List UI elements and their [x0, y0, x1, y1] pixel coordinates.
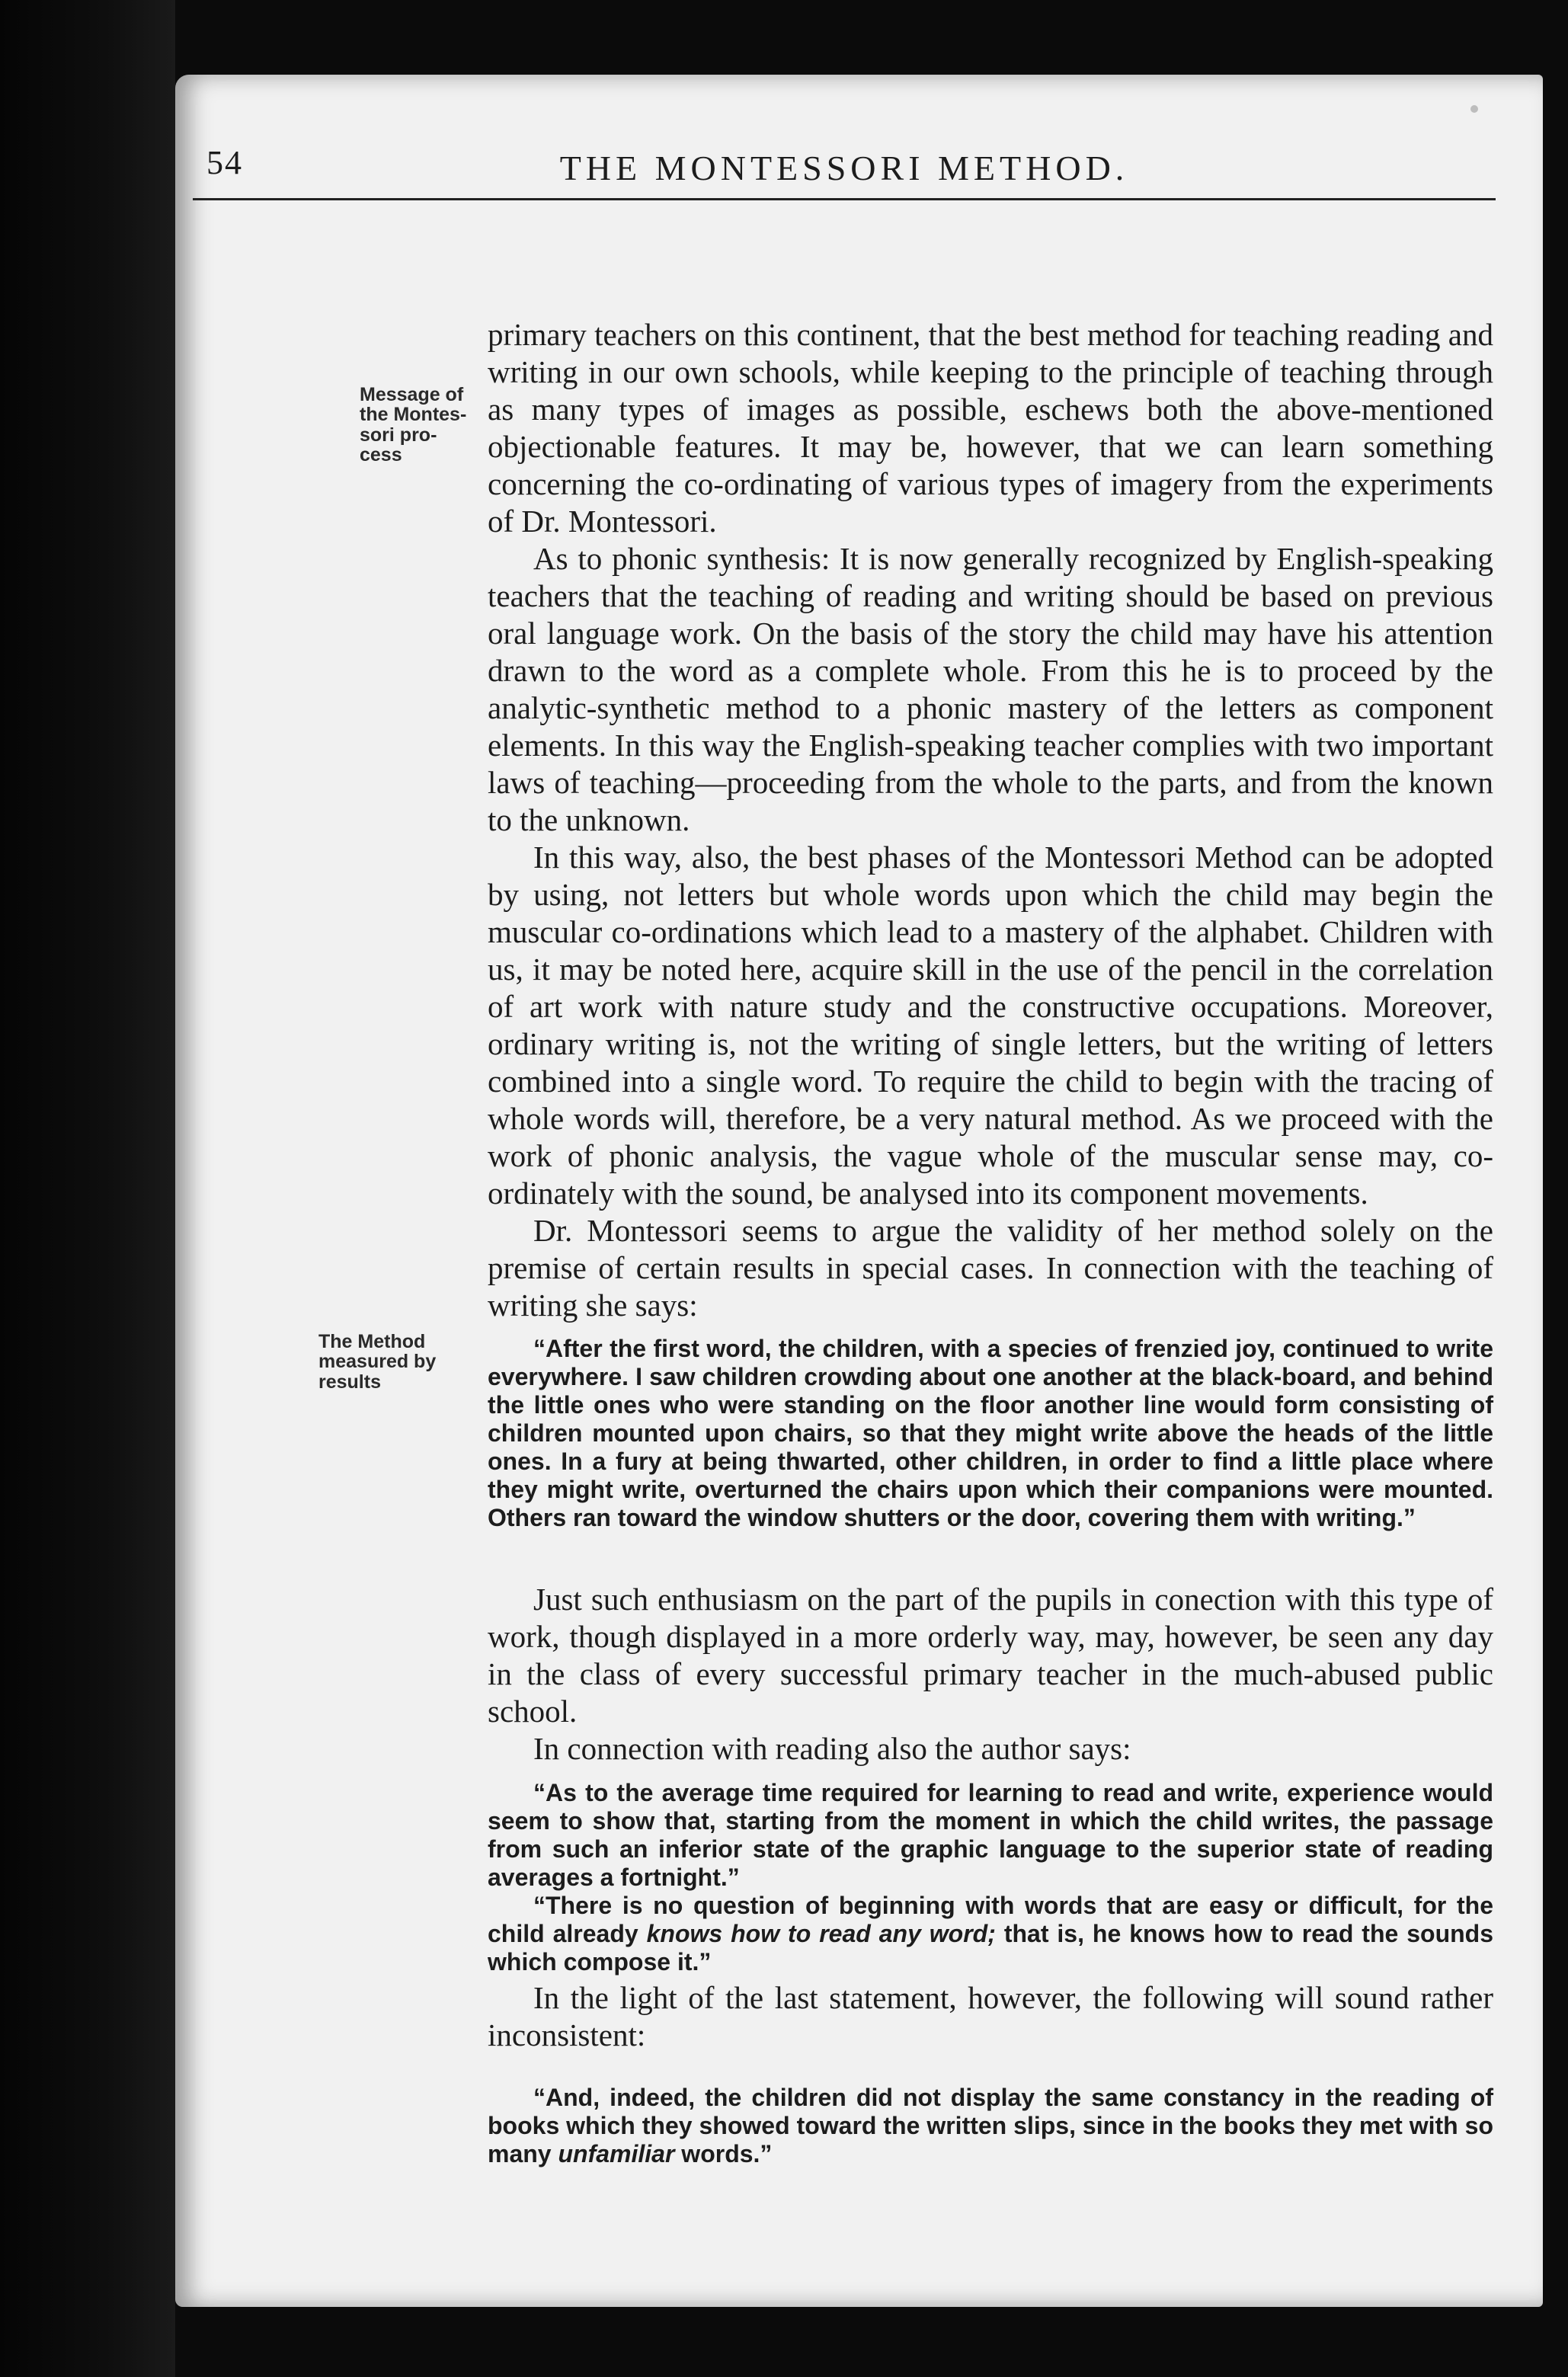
quote-constancy-emphasis: unfamiliar [558, 2140, 675, 2167]
running-head [193, 137, 1496, 190]
scan-background [0, 0, 175, 2377]
body-text-middle [488, 1581, 1493, 1768]
paragraph-phonic-synthesis: As to phonic synthesis: It is now generally recognized by English-speaking teachers that the teaching of reading and writing should be based on previous oral language work. On the basis of the story the child may have his attention drawn to the word as a complete whole. From this he is to proceed by the analytic-synthetic method to a phonic mastery of the letters as component elements. In this way the English-speaking teacher complies with two important laws of teaching—proceeding from the whole to the parts, and from the known to the unknown. [488, 541, 1493, 837]
sidenote-message: Message of the Montes- sori pro- cess [360, 384, 467, 465]
body-text-bottom [488, 1979, 1493, 2054]
paragraph-primary-teachers: primary teachers on this continent, that the best method for teaching reading and writing in our own schools, while keeping to the principle of teaching through as many types of images as possible, eschews both the above-mentioned objectionable features. It may be, however, that we can learn something concerning the co-ordinating of various types of imagery from the experiments of Dr. Montessori. [488, 317, 1493, 539]
page-number: 54 [206, 144, 243, 181]
sidenote-method-results: The Method measured by results [318, 1331, 437, 1393]
paper-blemish [1470, 105, 1478, 113]
quote-block-books [488, 2084, 1493, 2168]
quote-constancy-start: “And, indeed, the children did not display the same constancy in the reading of books which they showed toward the written slips, since in the books they met with so many [488, 2084, 1493, 2167]
quote-block-writing [488, 1335, 1493, 1532]
quote-constancy [488, 2084, 1493, 2168]
quote-no-question-end: that is, he knows how to read the sounds which compose it.” [488, 1920, 1494, 1976]
running-title: THE MONTESSORI METHOD. [559, 149, 1129, 187]
quote-block-reading [488, 1779, 1493, 1976]
paragraph-validity: Dr. Montessori seems to argue the validity of her method solely on the premise of certain results in special cases. In connection with the teaching of writing she says: [488, 1213, 1493, 1323]
paragraph-best-phases: In this way, also, the best phases of the Montessori Method can be adopted by using, not letters but whole words upon which the child may begin the muscular co-ordinations which lead to a mastery of the alphabet. Children with us, it may be noted here, acquire skill in the use of the pencil in the correlation of art work with nature study and the constructive occupations. Moreover, ordinary writing is, not the writing of single letters, but the writing of letters combined into a single word. To require the child to begin with the tracing of whole words will, therefore, be a very natural method. As we proceed with the work of phonic analysis, the vague whole of the muscular sense may, co-ordinately with the sound, be analysed into its component movements. [488, 840, 1493, 1211]
quote-no-question-start: “There is no question of beginning with words that are easy or difficult, for the child already [488, 1892, 1493, 1947]
quote-constancy-end: words.” [674, 2140, 773, 2167]
quote-first-word: “After the first word, the children, with a species of frenzied joy, continued to write everywhere. I saw children crowding about one another at the black-board, and behind the little ones who were standing on the floor another line would form consisting of children mounted upon chairs, so that they might write above the heads of the little ones. In a fury at being thwarted, other children, in order to find a little place where they might write, overturned the chairs upon which their companions were mounted. Others ran toward the window shutters or the door, covering them with writing.” [488, 1335, 1493, 1531]
paragraph-reading-intro: In connection with reading also the author says: [533, 1731, 1131, 1766]
quote-average-time: “As to the average time required for learning to read and write, experience would seem to show that, starting from the moment in which the child writes, the passage from such an inferior state of the graphic language to the superior state of reading averages a fortnight.” [488, 1779, 1493, 1891]
quote-no-question [488, 1892, 1493, 1976]
quote-no-question-emphasis: knows how to read any word; [646, 1920, 996, 1947]
paragraph-enthusiasm: Just such enthusiasm on the part of the pupils in conection with this type of work, though displayed in a more orderly way, may, however, be seen any day in the class of every successful primary teacher in the much-abused public school. [488, 1582, 1493, 1729]
paragraph-last-statement: In the light of the last statement, however, the following will sound rather inconsistent: [488, 1980, 1493, 2052]
header-rule [193, 198, 1496, 200]
body-text-top [488, 316, 1493, 1324]
